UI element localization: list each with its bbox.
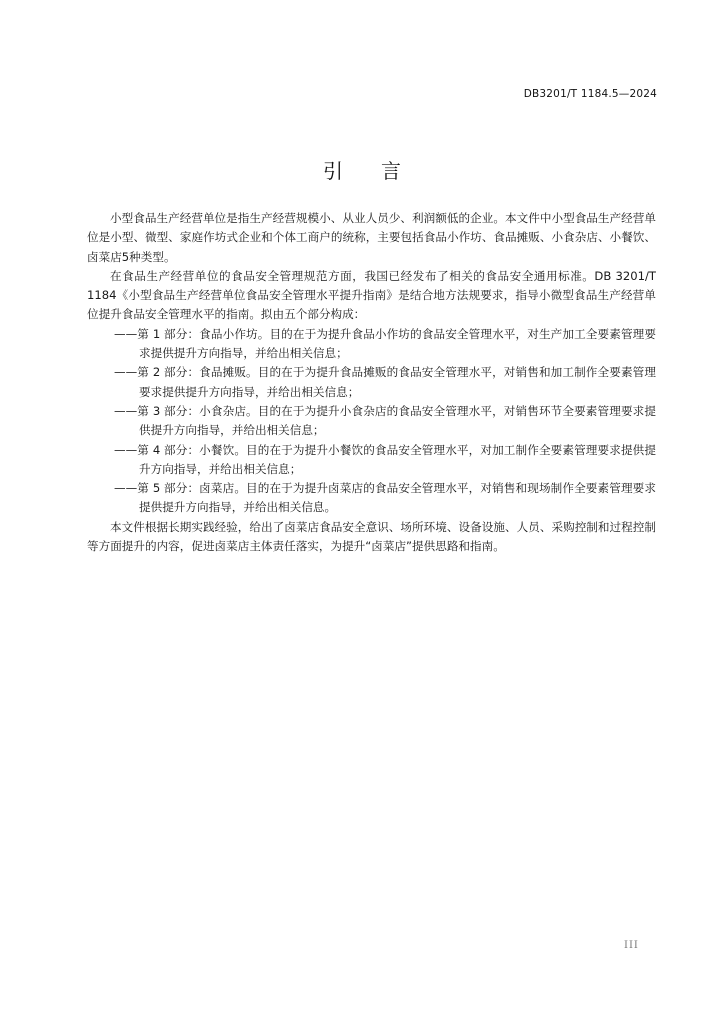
standard-number: DB3201/T 1184.5—2024 (523, 88, 657, 100)
list-item-part-2: ——第 2 部分：食品摊贩。目的在于为提升食品摊贩的食品安全管理水平，对销售和加工制作全要素管理要求提供提升方向指导，并给出相关信息； (114, 365, 656, 399)
page-number: III (624, 940, 639, 951)
list-item-part-4: ——第 4 部分：小餐饮。目的在于为提升小餐饮的食品安全管理水平，对加工制作全要素管理要求提供提升方向指导，并给出相关信息； (114, 442, 656, 476)
list-item-part-5: ——第 5 部分：卤菜店。目的在于为提升卤菜店的食品安全管理水平，对销售和现场制作全要素管理要求提供提升方向指导，并给出相关信息。 (114, 481, 656, 515)
introduction-body (87, 209, 656, 556)
paragraph-definition: 小型食品生产经营单位是指生产经营规模小、从业人员少、利润额低的企业。本文件中小型食品生产经营单位是小型、微型、家庭作坊式企业和个体工商户的统称，主要包括食品小作坊、食品摊贩、小食杂店、小餐饮、卤菜店5种类型。 (87, 211, 656, 264)
page-title: 引言 (323, 159, 439, 183)
paragraph-standards: 在食品生产经营单位的食品安全管理规范方面，我国已经发布了相关的食品安全通用标准。DB 3201/T 1184《小型食品生产经营单位食品安全管理水平提升指南》是结合地方法规要求，指导小微型食品生产经营单位提升食品安全管理水平的指南。拟由五个部分构成： (87, 268, 656, 322)
list-item-part-1: ——第 1 部分：食品小作坊。目的在于为提升食品小作坊的食品安全管理水平，对生产加工全要素管理要求提供提升方向指导，并给出相关信息； (114, 326, 656, 361)
paragraph-summary: 本文件根据长期实践经验，给出了卤菜店食品安全意识、场所环境、设备设施、人员、采购控制和过程控制等方面提升的内容，促进卤菜店主体责任落实，为提升“卤菜店”提供思路和指南。 (87, 519, 656, 554)
list-item-part-3: ——第 3 部分：小食杂店。目的在于为提升小食杂店的食品安全管理水平，对销售环节全要素管理要求提供提升方向指导，并给出相关信息； (114, 403, 656, 438)
